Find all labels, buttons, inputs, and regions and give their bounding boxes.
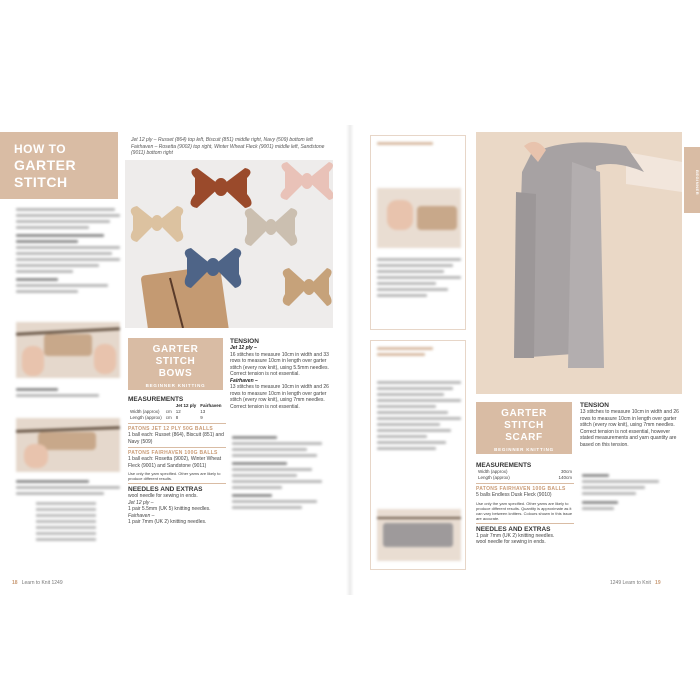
scarf-photo: [476, 132, 682, 394]
side-tab: BEGINNER: [684, 147, 700, 213]
bows-title-1: GARTER STITCH: [152, 344, 199, 367]
needle-item: Jet 12 ply –: [128, 499, 154, 506]
header-line-1: HOW TO: [14, 142, 67, 156]
needle-item: Fairhaven –: [128, 512, 155, 519]
meas-cell: Length (approx): [478, 475, 510, 480]
yarn-note: Use only the yarn specified. Other yarns are likely to produce different results.: [128, 471, 221, 481]
needle-item: 1 pair 7mm (UK 2) knitting needles.: [476, 532, 555, 539]
needle-item: wool needle for sewing in ends.: [128, 493, 198, 499]
fairhaven-colors: 1 ball each: Rosetta (9002), Winter Wheat Fleck (9001) and Sandstone (9011): [128, 456, 222, 469]
meas-cell: cm: [165, 415, 172, 420]
bows-measurements-table: [128, 403, 224, 421]
scarf-fairhaven-label: PATONS FAIRHAVEN 100G BALLS: [476, 486, 566, 492]
photo-caption: Jet 12 ply – Russet (864) top left, Biscuit (851) middle right, Navy (509) bottom left Fairhaven – Rosetta (9002) top right, Winter Wheat Fleck (9001) middle left, Sandstone (9011) bottom right: [131, 137, 325, 156]
scarf-pattern-header: [476, 402, 572, 454]
scarf-illustration: [476, 132, 682, 394]
needle-item: 1 pair 5.5mm (UK 5) knitting needles.: [128, 506, 211, 512]
how-to-header: [0, 132, 118, 199]
meas-cell: 8: [175, 415, 179, 420]
patons-jet-label: PATONS JET 12 PLY 50G BALLS: [128, 426, 214, 432]
bows-illustration: [125, 160, 333, 328]
bows-materials: [128, 396, 226, 526]
bows-title-2: BOWS: [158, 368, 193, 379]
scarf-needles-heading: NEEDLES AND EXTRAS: [476, 525, 551, 533]
tip-box-2: [370, 340, 466, 570]
bows-tension-heading: TENSION: [230, 338, 259, 345]
needle-item: 1 pair 7mm (UK 2) knitting needles.: [128, 519, 207, 525]
bows-tension: [230, 338, 334, 410]
bows-subtitle: BEGINNER KNITTING: [145, 383, 206, 388]
tension-fair-text: 13 stitches to measure 10cm in width and 26 rows to measure 10cm in length over garter stitch (every row knit), using 7mm needles. Correct tension is not essential.: [230, 384, 329, 410]
intro-text: [16, 208, 120, 296]
scarf-title-1: GARTER STITCH: [501, 408, 547, 431]
left-footer-text: Learn to Knit 1249: [21, 580, 63, 586]
meas-cell: 9: [200, 415, 203, 420]
right-page-number: 19: [655, 580, 661, 586]
meas-cell: cm: [165, 409, 172, 414]
bows-measurements-heading: MEASUREMENTS: [128, 396, 184, 403]
step-photo-1: [16, 322, 120, 378]
needle-item: wool needle for sewing in ends.: [476, 539, 546, 545]
bows-pattern-header: [128, 338, 223, 390]
scarf-tension-heading: TENSION: [580, 402, 609, 409]
left-page-number: 18: [12, 580, 18, 586]
scarf-colors: 5 balls Endless Dusk Fleck (9010): [476, 492, 552, 498]
scarf-subtitle: BEGINNER KNITTING: [494, 447, 554, 452]
meas-head-1: Jet 12 ply: [175, 403, 197, 408]
step-text-1: [16, 388, 120, 400]
book-spine: [346, 125, 354, 595]
step-photo-2: [16, 418, 120, 472]
right-footer: [610, 580, 661, 586]
bows-needles-heading: NEEDLES AND EXTRAS: [128, 486, 203, 493]
meas-cell: Width (approx): [478, 469, 508, 474]
step-text-2: [16, 480, 120, 541]
meas-cell: 30cm: [560, 469, 572, 474]
scarf-tension-text: 13 stitches to measure 10cm in width and 26 rows to measure 10cm in length over garter stitch (every row knit), using 7mm needles. Correct tension is not essential, however stated measurements and yarn quantity are based on this tension.: [580, 409, 679, 448]
bows-instructions: [232, 436, 332, 512]
meas-cell: 140cm: [558, 475, 572, 480]
meas-cell: Width (approx): [130, 409, 160, 414]
scarf-tension: [580, 402, 682, 448]
bows-photo: [125, 160, 333, 328]
tension-jet-text: 16 stitches to measure 10cm in width and 33 rows to measure 10cm in length over garter stitch (every row knit), using 5.5mm needles. Correct tension is not essential.: [230, 351, 329, 377]
patons-fairhaven-label: PATONS FAIRHAVEN 100G BALLS: [128, 450, 218, 456]
tension-fair-label: Fairhaven –: [230, 377, 258, 384]
scarf-measurements-table: [476, 469, 574, 481]
tip-box-1: [370, 135, 466, 330]
jet-colors: 1 ball each: Russet (864), Biscuit (851) and Navy (509): [128, 432, 224, 445]
scarf-measurements-heading: MEASUREMENTS: [476, 462, 532, 469]
scarf-materials: [476, 462, 574, 546]
scarf-yarn-note: Use only the yarn specified. Other yarns are likely to produce different results. Quantity is approximate as it can vary between knitters. Colours shown in this issue are accurate.: [476, 500, 573, 521]
header-line-3: STITCH: [14, 174, 68, 190]
left-footer: [12, 580, 63, 586]
meas-head-2: Fairhaven: [200, 403, 222, 408]
tension-jet-label: Jet 12 ply –: [230, 345, 257, 351]
right-footer-text: 1249 Learn to Knit: [610, 580, 651, 586]
scarf-instructions: [582, 474, 672, 513]
header-line-2: GARTER: [14, 157, 77, 173]
meas-cell: 13: [200, 409, 206, 414]
meas-cell: Length (approx): [130, 415, 162, 420]
scarf-title-2: SCARF: [505, 432, 543, 443]
meas-cell: 12: [175, 409, 181, 414]
